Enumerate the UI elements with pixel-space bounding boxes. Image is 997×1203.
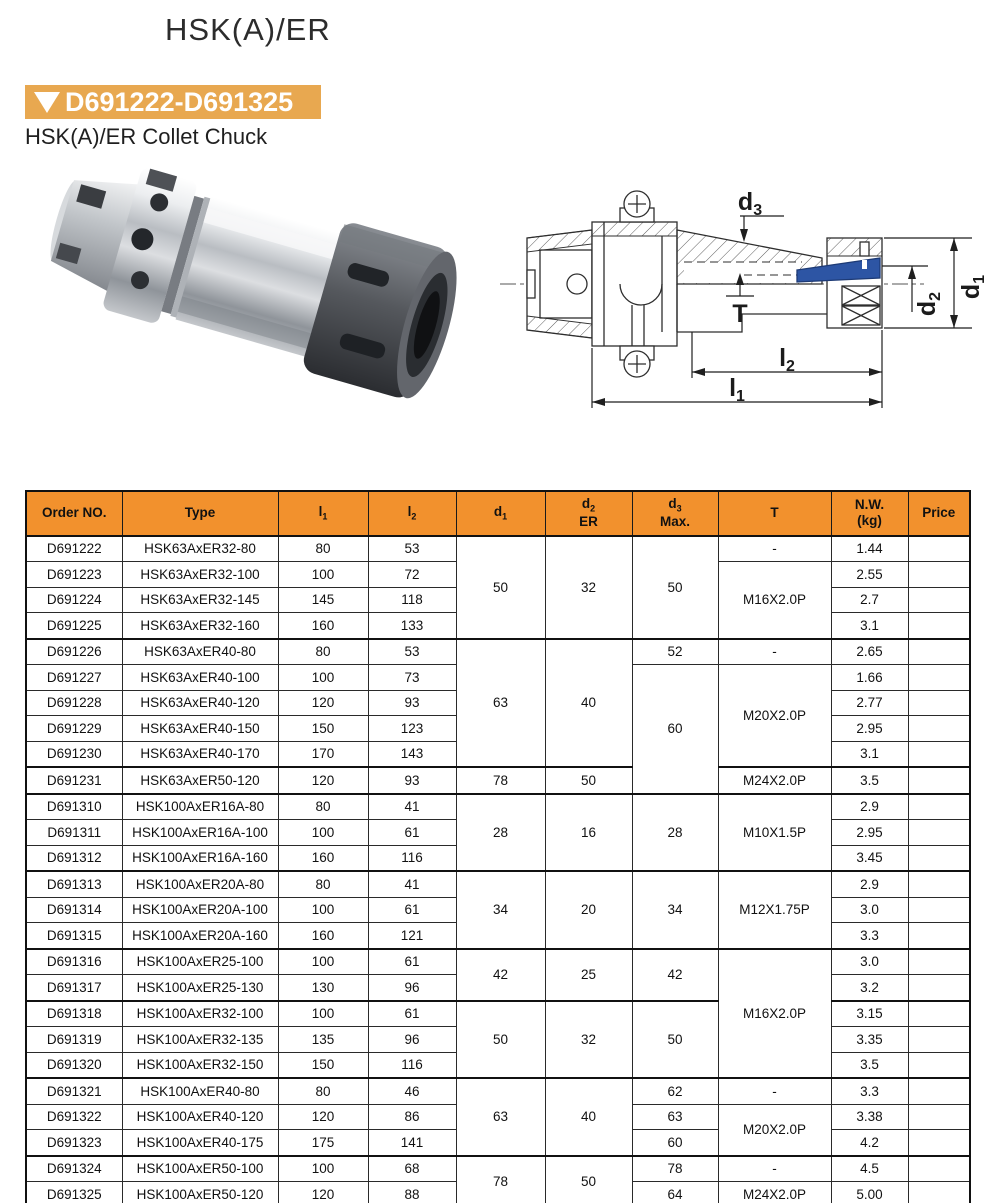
technical-drawing xyxy=(492,182,994,434)
value-cell: 93 xyxy=(368,767,456,794)
value-cell: 28 xyxy=(632,794,718,872)
value-cell: 20 xyxy=(545,871,632,949)
order-no-cell: D691316 xyxy=(26,949,122,975)
table-row xyxy=(26,1078,970,1104)
value-cell: 50 xyxy=(545,1156,632,1203)
value-cell xyxy=(908,741,970,767)
type-cell: HSK63AxER40-80 xyxy=(122,639,278,665)
value-cell xyxy=(908,1027,970,1053)
value-cell: 50 xyxy=(632,1001,718,1079)
value-cell: 150 xyxy=(278,716,368,742)
value-cell: 72 xyxy=(368,562,456,588)
value-cell: 78 xyxy=(632,1156,718,1182)
type-cell: HSK100AxER20A-100 xyxy=(122,897,278,923)
value-cell: 4.2 xyxy=(831,1130,908,1156)
order-no-cell: D691225 xyxy=(26,613,122,639)
value-cell: 80 xyxy=(278,1078,368,1104)
column-header: T xyxy=(718,491,831,536)
table-row xyxy=(26,794,970,820)
type-cell: HSK100AxER40-120 xyxy=(122,1104,278,1130)
order-no-cell: D691317 xyxy=(26,975,122,1001)
product-photo xyxy=(22,163,472,441)
type-cell: HSK63AxER40-170 xyxy=(122,741,278,767)
value-cell: 4.5 xyxy=(831,1156,908,1182)
value-cell: 3.35 xyxy=(831,1027,908,1053)
value-cell: 53 xyxy=(368,639,456,665)
value-cell: M20X2.0P xyxy=(718,665,831,768)
value-cell: 120 xyxy=(278,690,368,716)
value-cell: 5.00 xyxy=(831,1182,908,1203)
value-cell: 46 xyxy=(368,1078,456,1104)
value-cell xyxy=(908,1156,970,1182)
dim-label-T: T xyxy=(732,300,748,328)
table-body xyxy=(26,536,970,1203)
type-cell: HSK100AxER20A-80 xyxy=(122,871,278,897)
value-cell: 116 xyxy=(368,845,456,871)
value-cell: 42 xyxy=(632,949,718,1001)
value-cell xyxy=(908,1052,970,1078)
value-cell: 100 xyxy=(278,1001,368,1027)
value-cell: 34 xyxy=(632,871,718,949)
value-cell: M10X1.5P xyxy=(718,794,831,872)
value-cell: 88 xyxy=(368,1182,456,1203)
table-row xyxy=(26,536,970,562)
value-cell: M12X1.75P xyxy=(718,871,831,949)
value-cell xyxy=(908,975,970,1001)
value-cell: - xyxy=(718,1078,831,1104)
value-cell xyxy=(908,1078,970,1104)
order-no-cell: D691321 xyxy=(26,1078,122,1104)
value-cell: 130 xyxy=(278,975,368,1001)
value-cell: 32 xyxy=(545,1001,632,1079)
value-cell: 143 xyxy=(368,741,456,767)
type-cell: HSK100AxER32-135 xyxy=(122,1027,278,1053)
value-cell xyxy=(908,820,970,846)
value-cell: 160 xyxy=(278,923,368,949)
type-cell: HSK63AxER32-100 xyxy=(122,562,278,588)
value-cell xyxy=(908,871,970,897)
value-cell: 2.55 xyxy=(831,562,908,588)
value-cell xyxy=(908,536,970,562)
table-row xyxy=(26,871,970,897)
value-cell: 64 xyxy=(632,1182,718,1203)
value-cell: 61 xyxy=(368,897,456,923)
type-cell: HSK63AxER32-160 xyxy=(122,613,278,639)
value-cell: 68 xyxy=(368,1156,456,1182)
value-cell: 78 xyxy=(456,1156,545,1203)
value-cell: 175 xyxy=(278,1130,368,1156)
column-header: $d_2$ ER xyxy=(545,491,632,536)
value-cell: 2.95 xyxy=(831,820,908,846)
order-no-cell: D691319 xyxy=(26,1027,122,1053)
value-cell: 93 xyxy=(368,690,456,716)
value-cell: 96 xyxy=(368,975,456,1001)
value-cell: - xyxy=(718,1156,831,1182)
value-cell: 25 xyxy=(545,949,632,1001)
value-cell: 3.5 xyxy=(831,1052,908,1078)
value-cell: 80 xyxy=(278,871,368,897)
value-cell: 2.77 xyxy=(831,690,908,716)
value-cell: 120 xyxy=(278,1104,368,1130)
table-header-row xyxy=(26,491,970,536)
value-cell: 3.3 xyxy=(831,923,908,949)
value-cell: 78 xyxy=(456,767,545,794)
type-cell: HSK63AxER32-145 xyxy=(122,587,278,613)
value-cell xyxy=(908,923,970,949)
value-cell: 3.0 xyxy=(831,897,908,923)
value-cell: 61 xyxy=(368,949,456,975)
value-cell xyxy=(908,845,970,871)
value-cell: 3.5 xyxy=(831,767,908,794)
value-cell: 16 xyxy=(545,794,632,872)
value-cell xyxy=(908,794,970,820)
type-cell: HSK100AxER16A-100 xyxy=(122,820,278,846)
type-cell: HSK100AxER50-120 xyxy=(122,1182,278,1203)
table-row xyxy=(26,1156,970,1182)
value-cell: 80 xyxy=(278,639,368,665)
order-no-cell: D691314 xyxy=(26,897,122,923)
order-no-cell: D691230 xyxy=(26,741,122,767)
column-header: Price xyxy=(908,491,970,536)
value-cell: 62 xyxy=(632,1078,718,1104)
value-cell xyxy=(908,1001,970,1027)
value-cell: 63 xyxy=(456,1078,545,1156)
order-no-cell: D691315 xyxy=(26,923,122,949)
value-cell: 61 xyxy=(368,1001,456,1027)
value-cell xyxy=(908,1104,970,1130)
value-cell: - xyxy=(718,639,831,665)
value-cell: 1.66 xyxy=(831,665,908,691)
value-cell: 73 xyxy=(368,665,456,691)
type-cell: HSK100AxER32-100 xyxy=(122,1001,278,1027)
value-cell: M20X2.0P xyxy=(718,1104,831,1156)
column-header: Order NO. xyxy=(26,491,122,536)
order-no-cell: D691229 xyxy=(26,716,122,742)
order-no-cell: D691324 xyxy=(26,1156,122,1182)
value-cell: 42 xyxy=(456,949,545,1001)
type-cell: HSK100AxER20A-160 xyxy=(122,923,278,949)
value-cell xyxy=(908,1182,970,1203)
dim-label-d2: $d_2$ xyxy=(913,291,944,317)
value-cell: 100 xyxy=(278,1156,368,1182)
dim-label-l1: $l_1$ xyxy=(729,374,745,405)
type-cell: HSK63AxER50-120 xyxy=(122,767,278,794)
value-cell: 40 xyxy=(545,639,632,768)
value-cell: M16X2.0P xyxy=(718,562,831,639)
value-cell: 118 xyxy=(368,587,456,613)
value-cell: 50 xyxy=(545,767,632,794)
value-cell: 40 xyxy=(545,1078,632,1156)
value-cell: 120 xyxy=(278,767,368,794)
type-cell: HSK100AxER16A-160 xyxy=(122,845,278,871)
value-cell: 160 xyxy=(278,613,368,639)
type-cell: HSK63AxER40-100 xyxy=(122,665,278,691)
value-cell xyxy=(908,665,970,691)
order-no-cell: D691223 xyxy=(26,562,122,588)
value-cell: 3.1 xyxy=(831,613,908,639)
column-header: Type xyxy=(122,491,278,536)
order-no-cell: D691322 xyxy=(26,1104,122,1130)
order-no-cell: D691312 xyxy=(26,845,122,871)
dim-label-d3: $d_3$ xyxy=(737,188,763,219)
value-cell: 100 xyxy=(278,820,368,846)
value-cell: 80 xyxy=(278,536,368,562)
spec-table xyxy=(25,490,971,1203)
down-triangle-icon xyxy=(34,92,60,113)
order-no-cell: D691320 xyxy=(26,1052,122,1078)
order-no-cell: D691325 xyxy=(26,1182,122,1203)
value-cell: 60 xyxy=(632,1130,718,1156)
column-header: N.W. (kg) xyxy=(831,491,908,536)
type-cell: HSK100AxER40-80 xyxy=(122,1078,278,1104)
value-cell: 116 xyxy=(368,1052,456,1078)
value-cell: 100 xyxy=(278,897,368,923)
value-cell: 50 xyxy=(632,536,718,639)
value-cell: 3.38 xyxy=(831,1104,908,1130)
value-cell: 3.45 xyxy=(831,845,908,871)
value-cell: 96 xyxy=(368,1027,456,1053)
value-cell: 52 xyxy=(632,639,718,665)
value-cell: 2.9 xyxy=(831,794,908,820)
value-cell: 50 xyxy=(456,536,545,639)
value-cell: 61 xyxy=(368,820,456,846)
value-cell xyxy=(908,690,970,716)
value-cell: 50 xyxy=(456,1001,545,1079)
value-cell: 145 xyxy=(278,587,368,613)
type-cell: HSK63AxER40-120 xyxy=(122,690,278,716)
product-subtitle: HSK(A)/ER Collet Chuck xyxy=(25,124,268,149)
column-header: $l_1$ xyxy=(278,491,368,536)
value-cell: 3.1 xyxy=(831,741,908,767)
value-cell: 2.7 xyxy=(831,587,908,613)
order-no-cell: D691226 xyxy=(26,639,122,665)
value-cell: 100 xyxy=(278,949,368,975)
value-cell: 32 xyxy=(545,536,632,639)
order-range-badge xyxy=(25,85,321,119)
value-cell: 3.3 xyxy=(831,1078,908,1104)
value-cell: 80 xyxy=(278,794,368,820)
order-no-cell: D691231 xyxy=(26,767,122,794)
order-no-cell: D691311 xyxy=(26,820,122,846)
value-cell: 3.0 xyxy=(831,949,908,975)
value-cell: 3.15 xyxy=(831,1001,908,1027)
order-range-text: D691222-D691325 xyxy=(65,86,294,117)
order-no-cell: D691310 xyxy=(26,794,122,820)
value-cell: 135 xyxy=(278,1027,368,1053)
value-cell: 41 xyxy=(368,794,456,820)
order-no-cell: D691227 xyxy=(26,665,122,691)
type-cell: HSK100AxER25-100 xyxy=(122,949,278,975)
value-cell xyxy=(908,897,970,923)
value-cell: 170 xyxy=(278,741,368,767)
value-cell xyxy=(908,1130,970,1156)
type-cell: HSK63AxER40-150 xyxy=(122,716,278,742)
value-cell: 2.9 xyxy=(831,871,908,897)
value-cell: - xyxy=(718,536,831,562)
order-no-cell: D691228 xyxy=(26,690,122,716)
value-cell xyxy=(908,562,970,588)
value-cell: M16X2.0P xyxy=(718,949,831,1079)
value-cell xyxy=(908,587,970,613)
value-cell: 86 xyxy=(368,1104,456,1130)
dim-label-l2: $l_2$ xyxy=(779,344,795,375)
value-cell: 34 xyxy=(456,871,545,949)
value-cell: 53 xyxy=(368,536,456,562)
order-no-cell: D691222 xyxy=(26,536,122,562)
table-row xyxy=(26,949,970,975)
column-header: $d_3$ Max. xyxy=(632,491,718,536)
value-cell: 141 xyxy=(368,1130,456,1156)
order-no-cell: D691318 xyxy=(26,1001,122,1027)
type-cell: HSK100AxER25-130 xyxy=(122,975,278,1001)
value-cell xyxy=(908,639,970,665)
type-cell: HSK100AxER40-175 xyxy=(122,1130,278,1156)
page-title: HSK(A)/ER xyxy=(165,12,331,47)
value-cell xyxy=(908,716,970,742)
value-cell xyxy=(908,613,970,639)
order-no-cell: D691313 xyxy=(26,871,122,897)
value-cell: 160 xyxy=(278,845,368,871)
value-cell: 28 xyxy=(456,794,545,872)
value-cell: M24X2.0P xyxy=(718,1182,831,1203)
value-cell: 133 xyxy=(368,613,456,639)
value-cell: 121 xyxy=(368,923,456,949)
value-cell xyxy=(908,767,970,794)
value-cell: 60 xyxy=(632,665,718,794)
type-cell: HSK100AxER32-150 xyxy=(122,1052,278,1078)
value-cell xyxy=(908,949,970,975)
value-cell: 41 xyxy=(368,871,456,897)
table-row xyxy=(26,639,970,665)
type-cell: HSK100AxER50-100 xyxy=(122,1156,278,1182)
value-cell: 2.95 xyxy=(831,716,908,742)
column-header: $d_1$ xyxy=(456,491,545,536)
value-cell: 120 xyxy=(278,1182,368,1203)
column-header: $l_2$ xyxy=(368,491,456,536)
value-cell: 100 xyxy=(278,665,368,691)
value-cell: 1.44 xyxy=(831,536,908,562)
value-cell: M24X2.0P xyxy=(718,767,831,794)
value-cell: 123 xyxy=(368,716,456,742)
value-cell: 100 xyxy=(278,562,368,588)
type-cell: HSK100AxER16A-80 xyxy=(122,794,278,820)
value-cell: 63 xyxy=(632,1104,718,1130)
value-cell: 63 xyxy=(456,639,545,768)
table-row xyxy=(26,767,970,794)
value-cell: 150 xyxy=(278,1052,368,1078)
value-cell: 2.65 xyxy=(831,639,908,665)
value-cell: 3.2 xyxy=(831,975,908,1001)
dim-label-d1: $d_1$ xyxy=(957,274,988,300)
order-no-cell: D691323 xyxy=(26,1130,122,1156)
order-no-cell: D691224 xyxy=(26,587,122,613)
type-cell: HSK63AxER32-80 xyxy=(122,536,278,562)
